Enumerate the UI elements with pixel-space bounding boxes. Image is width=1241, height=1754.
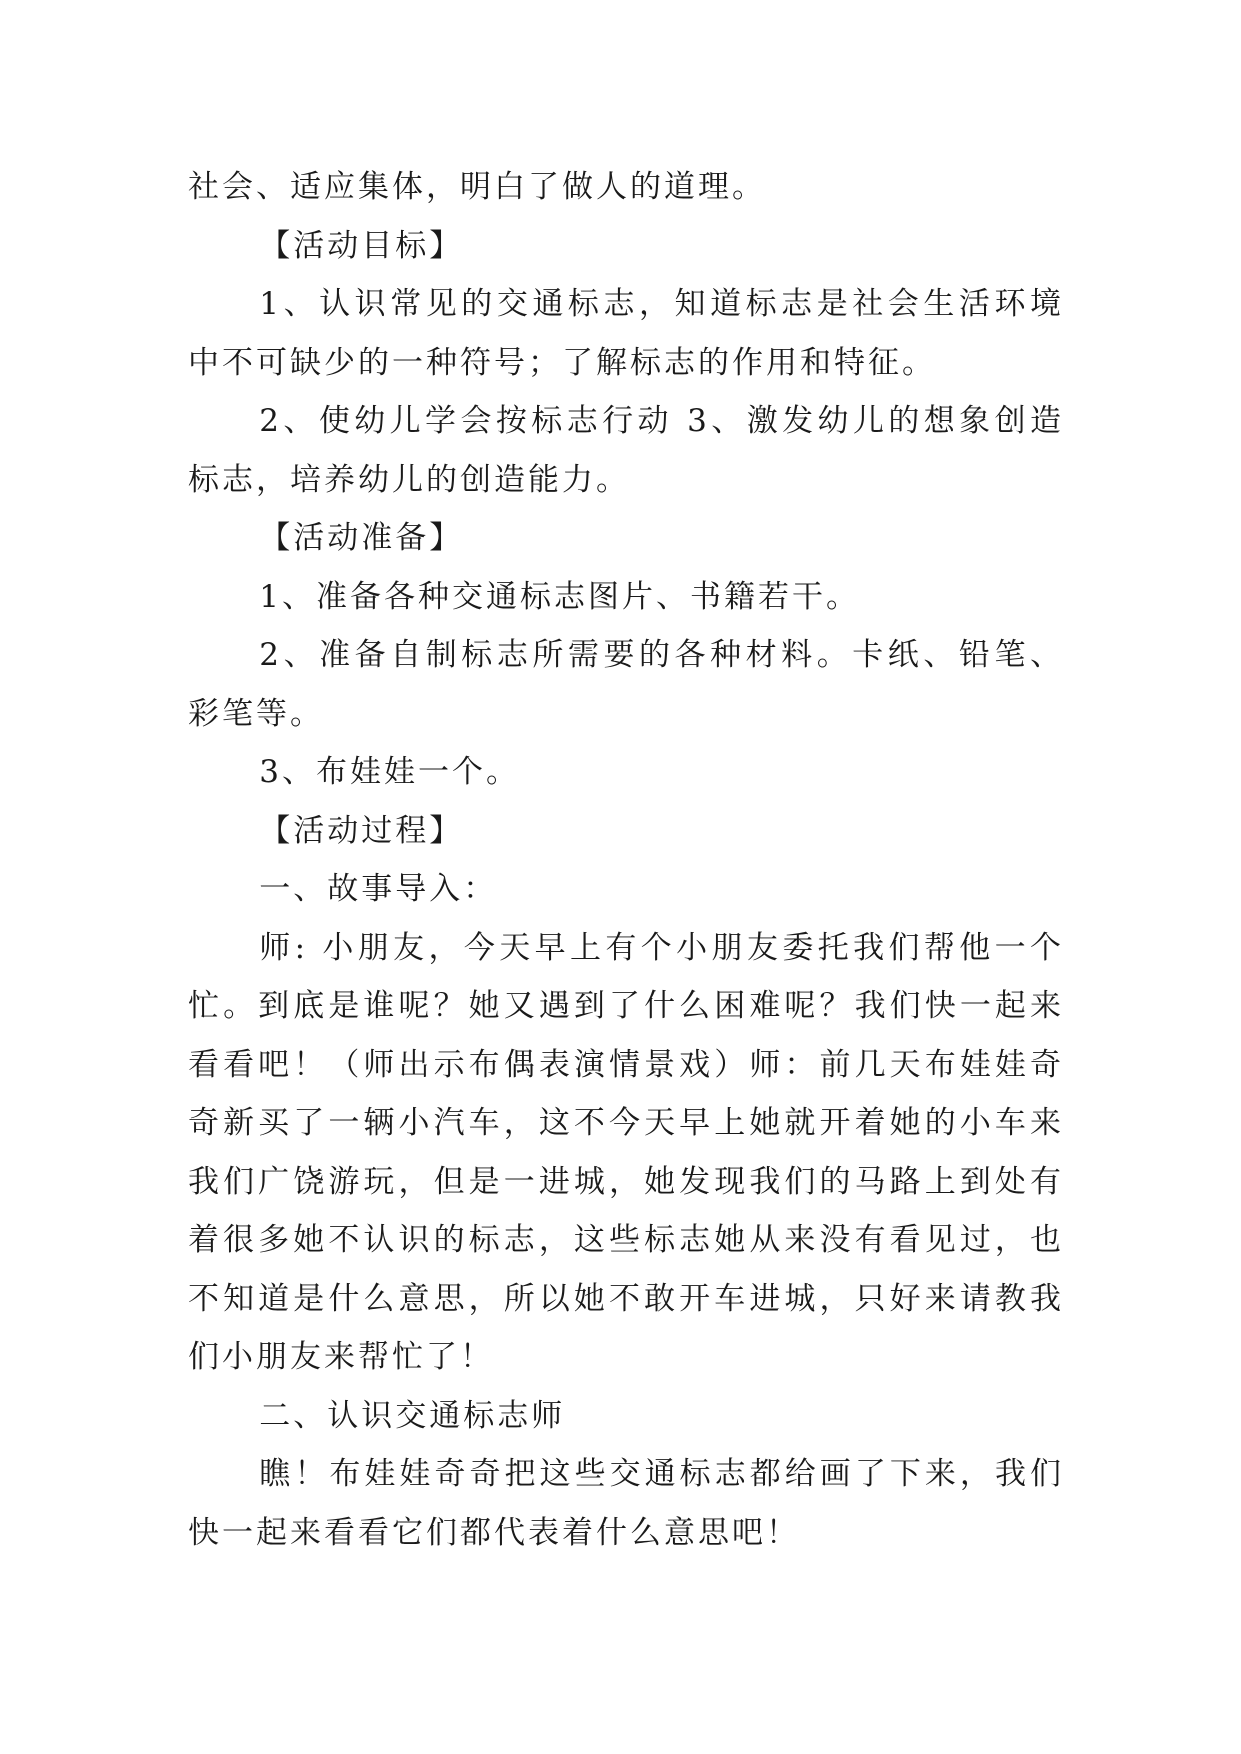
preparation-item-1: 1、准备各种交通标志图片、书籍若干。 [259, 578, 861, 615]
preparation-item-3: 3、布娃娃一个。 [259, 754, 521, 790]
goal-item-2: 2、使幼儿学会按标志行动 3、激发幼儿的想象创造标志，培养幼儿的创造能力。 [188, 403, 1064, 498]
document-body [188, 158, 1064, 1562]
paragraph-continuation: 社会、适应集体，明白了做人的道理。 [188, 169, 766, 205]
process-step-1-title: 一、故事导入： [259, 871, 498, 907]
process-step-2-title: 二、认识交通标志师 [259, 1397, 566, 1434]
section-heading-activity-preparation: 【活动准备】 [259, 520, 464, 556]
section-heading-activity-process: 【活动过程】 [259, 812, 464, 849]
goal-item-1: 1、认识常见的交通标志，知道标志是社会生活环境中不可缺少的一种符号；了解标志的作用和特征。 [188, 286, 1064, 381]
preparation-item-2: 2、准备自制标志所需要的各种材料。卡纸、铅笔、彩笔等。 [188, 637, 1064, 732]
section-heading-activity-goals: 【活动目标】 [259, 227, 464, 264]
process-story-paragraph: 师: 小朋友，今天早上有个小朋友委托我们帮他一个忙。到底是谁呢？她又遇到了什么困难呢？我们快一起来看看吧！（师出示布偶表演情景戏）师：前几天布娃娃奇奇新买了一辆小汽车，这不今天早上她就开着她的小车来我们广饶游玩，但是一进城，她发现我们的马路上到处有着很多她不认识的标志，这些标志她从来没有看见过，也不知道是什么意思，所以她不敢开车进城，只好来请教我们小朋友来帮忙了！ [188, 929, 1064, 1375]
process-step-2-paragraph: 瞧！布娃娃奇奇把这些交通标志都给画了下来，我们快一起来看看它们都代表着什么意思吧！ [188, 1456, 1064, 1551]
